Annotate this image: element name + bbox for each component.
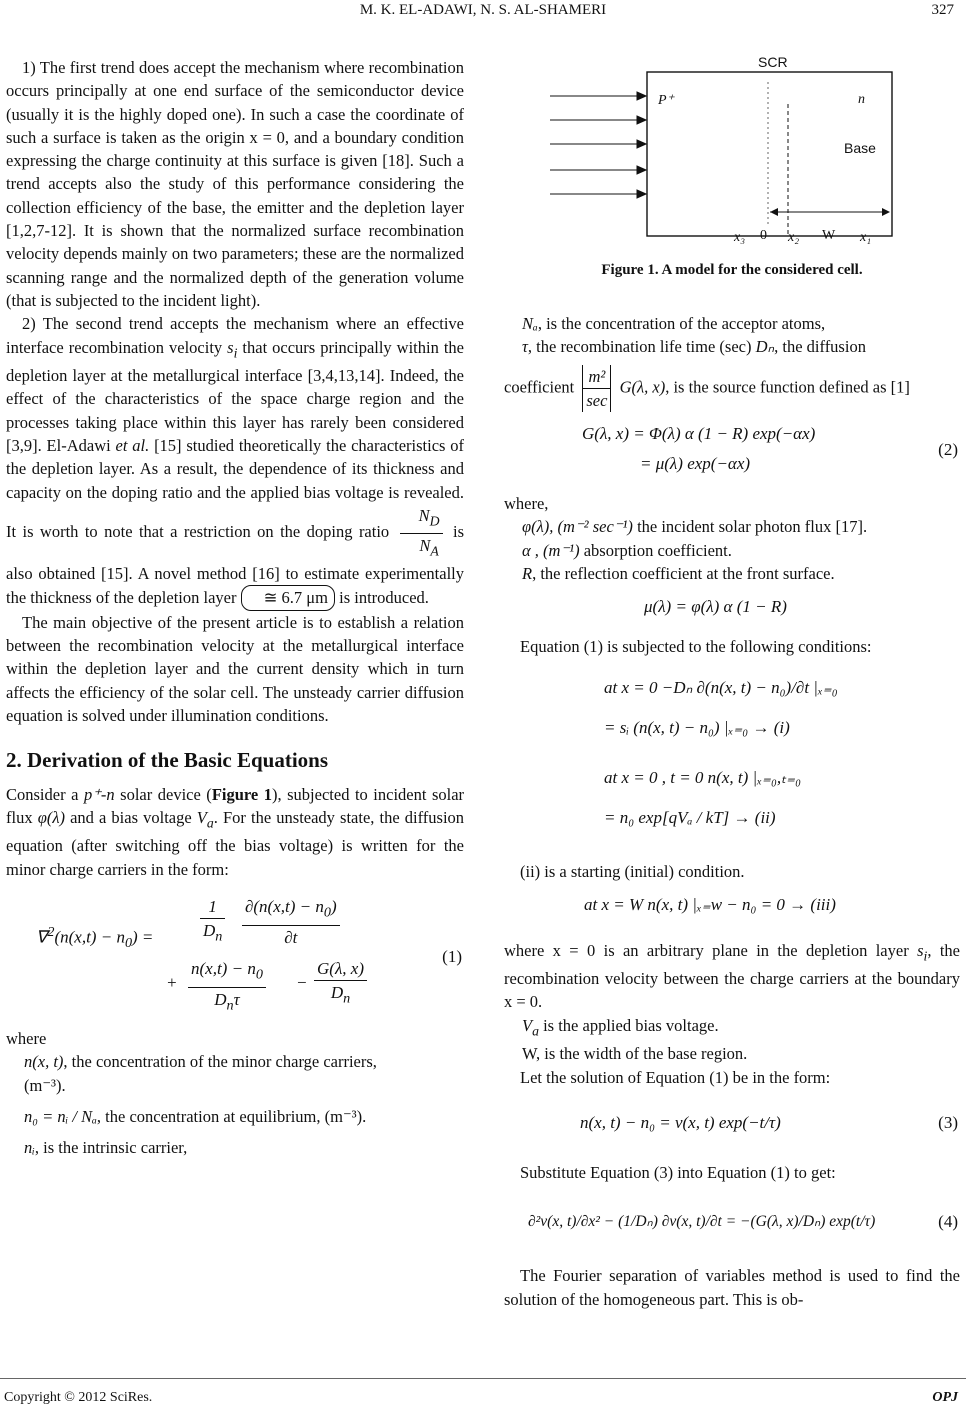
copyright: Copyright © 2012 SciRes. — [4, 1390, 153, 1405]
where-label: where — [6, 1028, 47, 1048]
paragraph-substitute: Substitute Equation (3) into Equation (1) to get: — [520, 1162, 836, 1182]
conditions-intro: Equation (1) is subjected to the following conditions: — [520, 636, 872, 656]
paragraph-w: W, is the width of the base region. — [522, 1044, 748, 1064]
def-n0: n₀ = nᵢ / Nₐ, the concentration at equilibrium, (m⁻³). — [24, 1106, 367, 1126]
paragraph-trend-1: 1) The first trend does accept the mechanism where recombination occurs principally at one end surface of the semiconductor device (usually it is the highly doped one). In such a case the coordinate of such a surface is taken as the origin x = 0, and a boundary condition expressing the charge continuity at this surface is given [18]. Such a trend accepts also the study of this performance considering the collection efficiency of the base, the emitter and the depletion layer [1,2,7-12]. It is shown that the normalized surface recombination velocity depends mainly on two parameters; these are the normalized scanning range and the normalized depth of the generation volume (that is subjected to the incident light). — [6, 58, 464, 310]
paragraph-where-x0: where x = 0 is an arbitrary plane in the depletion layer $s_i$, the recombination velocity between the charge carriers at the boundary x = 0. — [504, 940, 960, 1012]
zero-label: 0 — [760, 228, 767, 243]
paragraph-consider: Consider a p⁺-n solar device (Figure 1), subjected to incident solar flux φ(λ) and a bias voltage $V_a$. For the unsteady state, the diffusion equation (after switching off the bias voltage) is written for the minor charge carriers in the form: — [6, 784, 465, 879]
si-symbol: $s_i$ — [227, 337, 238, 360]
paragraph-va: $V_a$ is the applied bias voltage. — [522, 1015, 719, 1039]
figure-1 — [540, 48, 960, 288]
equation-2: G(λ, x) = Φ(λ) α (1 − R) exp(−αx) = μ(λ) exp(−αx) (2) — [582, 424, 958, 474]
doping-ratio: $\frac{N_D}{N_A}$ — [400, 504, 443, 562]
equation-4: ∂²v(x, t)/∂x² − (1/Dₙ) ∂v(x, t)/∂t = −(G(λ, x)/Dₙ) exp(t/τ) (4) — [504, 1196, 960, 1254]
n-label: n — [858, 92, 865, 107]
equation-4-number: (4) — [938, 1212, 958, 1232]
journal-abbrev: OPJ — [932, 1390, 958, 1405]
equation-3: n(x, t) − n₀ = v(x, t) exp(−t/τ) (3) — [504, 1101, 960, 1151]
x3-label: x₃ — [734, 230, 746, 245]
scr-label: SCR — [758, 54, 788, 70]
condition-ii: at x = 0 , t = 0 n(x, t) |ₓ₌₀,ₜ₌₀ = n₀ exp[qVₐ / kT] → (ii) — [604, 767, 802, 827]
condition-i: at x = 0 −Dₙ ∂(n(x, t) − n₀)/∂t |ₓ₌₀ = sᵢ (n(x, t) − n₀) |ₓ₌₀ → (i) — [604, 677, 838, 737]
def-ni: nᵢ, is the intrinsic carrier, — [24, 1138, 188, 1158]
page-number: 327 — [931, 2, 954, 18]
running-header: M. K. EL-ADAWI, N. S. AL-SHAMERI — [359, 2, 607, 18]
w-label: W — [822, 228, 836, 243]
equation-1: $\nabla^2(n(x,t) - n_0)$ = $\frac{1}{D_n}$ $\frac{\partial(n(x,t) - n_0)}{\partial t}$ + $n(x,t) - n_0$ $D_n\tau$ − $\frac{G(\lambda, x)}{D_n}$ (1) — [36, 896, 462, 1014]
paragraph-objective: The main objective of the present article is to establish a relation between the recombination velocity at the metallurgical interface within the depletion layer and the current density which in turn affects the efficiency of the solar cell. The unsteady carrier diffusion equation is solved under illumination conditions. — [6, 612, 464, 725]
right-column — [504, 312, 960, 1311]
def-n: n(x, t), the concentration of the minor charge carriers, (m⁻³). — [24, 1052, 377, 1095]
condition-iii: at x = W n(x, t) |ₓ₌w − n₀ = 0 → (iii) — [584, 895, 836, 915]
cell-diagram — [540, 48, 960, 288]
equation-1-number: (1) — [442, 946, 462, 966]
paragraph-let: Let the solution of Equation (1) be in the form: — [520, 1067, 831, 1087]
paragraph-trend-2: 2) The second trend accepts the mechanism where an effective interface recombination velocity $s_i$ that occurs principally within the depletion layer at the metallurgical interface [3,4,13,14]. Indeed, the effect of the characteristics of the space charge region and the processes taking place within this layer has rarely been considered [3,9]. El-Adawi et al. [15] studied theoretically the characteristics of the depletion layer. As a result, the dependence of its thickness and capacity on the doping ratio and the applied bias voltage is revealed. It is worth to note that a restriction on the doping ratio $\frac{N_D}{N_A}$ is also obtained [15]. A novel method [16] to estimate experimentally the thickness of the depletion layer ≅ 6.7 μm is introduced. — [6, 312, 464, 610]
def-dn: coefficient $\frac{\text{m²}}{\sec}$ G(λ, x), is the source function defined as [1] — [504, 365, 960, 413]
figure-caption: Figure 1. A model for the considered cell. — [601, 262, 863, 278]
equation-2-number: (2) — [938, 440, 958, 460]
x2-label: x₂ — [788, 230, 800, 245]
left-column — [6, 56, 464, 1159]
def-r: R, the reflection coefficient at the front surface. — [522, 564, 835, 584]
condition-ii-note: (ii) is a starting (initial) condition. — [520, 861, 745, 881]
paragraph-fourier: The Fourier separation of variables method is used to find the solution of the homogeneous part. This is ob- — [504, 1266, 960, 1309]
section-heading: 2. Derivation of the Basic Equations — [6, 748, 329, 773]
where-label-2: where, — [504, 494, 549, 514]
def-phi: φ(λ), (m⁻² sec⁻¹) the incident solar photon flux [17]. — [522, 517, 868, 537]
footer-divider — [0, 1378, 966, 1379]
p-plus-label: P⁺ — [658, 93, 674, 108]
x1-label: x₁ — [860, 230, 872, 245]
def-tau: τ, the recombination life time (sec) Dₙ, the diffusion — [522, 337, 866, 357]
def-na: Nₐ, is the concentration of the acceptor atoms, — [522, 314, 826, 333]
def-alpha: α , (m⁻¹) absorption coefficient. — [522, 540, 732, 560]
equation-3-number: (3) — [938, 1112, 958, 1132]
mu-equation: μ(λ) = φ(λ) α (1 − R) — [644, 597, 787, 617]
thickness-value: ≅ 6.7 μm — [241, 585, 335, 610]
base-label: Base — [844, 140, 876, 156]
